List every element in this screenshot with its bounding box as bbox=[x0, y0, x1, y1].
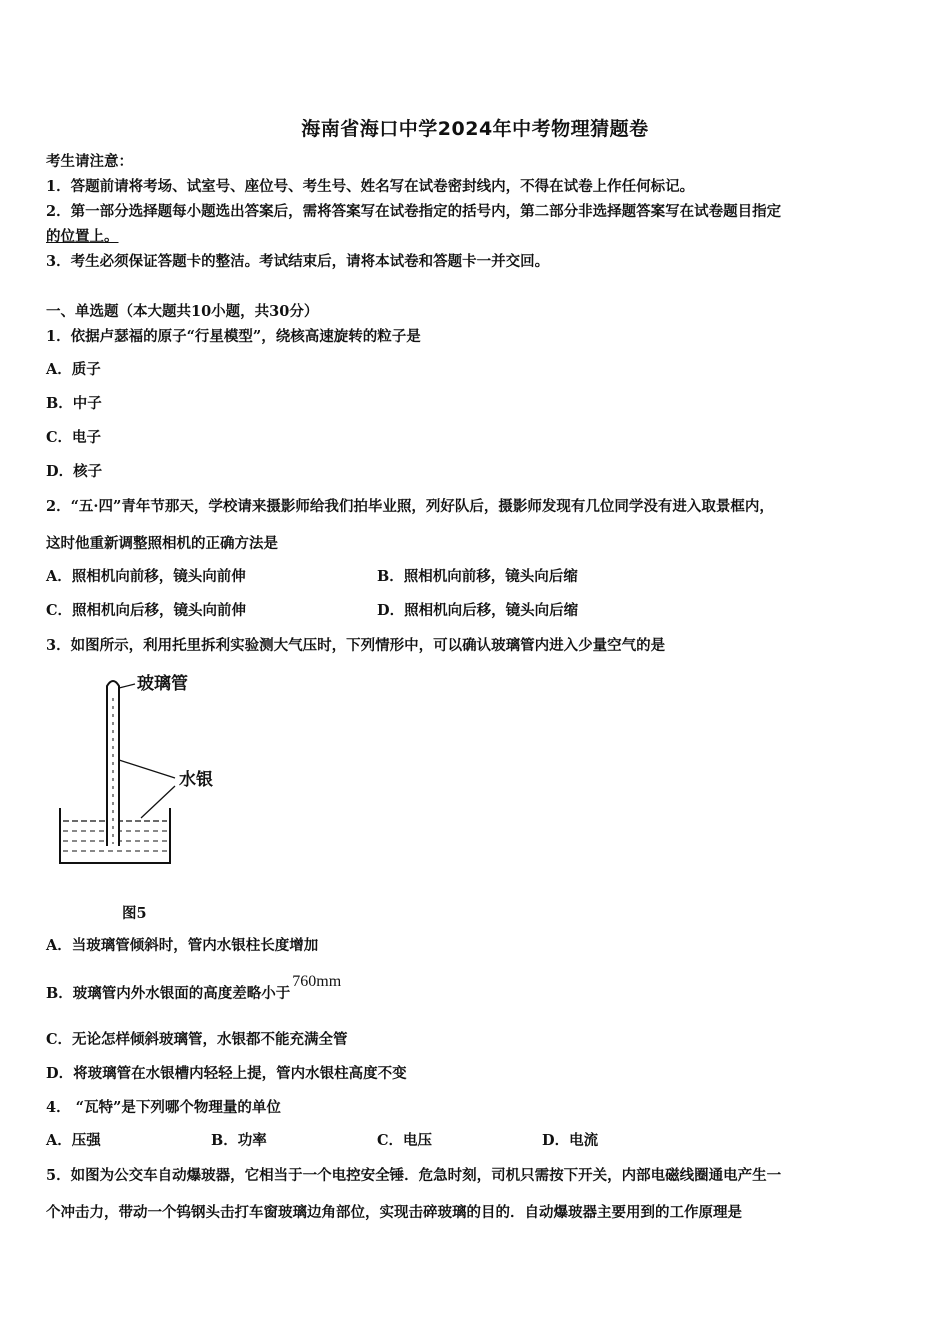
question-3-option: D．将玻璃管在水银槽内轻轻上提，管内水银柱高度不变 bbox=[46, 1065, 407, 1082]
notice-item: 3．考生必须保证答题卡的整洁。考试结束后，请将本试卷和答题卡一并交回。 bbox=[46, 253, 550, 270]
question-3-option bbox=[46, 973, 342, 1004]
question-1-option: C．电子 bbox=[46, 429, 102, 446]
tube-leader-line bbox=[119, 684, 135, 688]
question-1-stem: 1．依据卢瑟福的原子“行星模型”，绕核高速旋转的粒子是 bbox=[46, 328, 421, 345]
page-title: 海南省海口中学2024年中考物理猜题卷 bbox=[301, 118, 649, 140]
question-2-option: B．照相机向前移，镜头向后缩 bbox=[377, 568, 578, 585]
notice-item: 2．第一部分选择题每小题选出答案后，需将答案写在试卷指定的括号内，第二部分非选择题答案写在试卷题目指定 bbox=[46, 203, 782, 220]
label-mercury: 水银 bbox=[179, 770, 213, 790]
question-4-stem: 4． “瓦特”是下列哪个物理量的单位 bbox=[46, 1099, 281, 1116]
label-glass-tube: 玻璃管 bbox=[137, 674, 188, 694]
question-5-stem: 5．如图为公交车自动爆玻器，它相当于一个电控安全锤．危急时刻，司机只需按下开关，内部电磁线圈通电产生一 bbox=[46, 1167, 782, 1184]
section-heading: 一、单选题（本大题共10小题，共30分） bbox=[46, 303, 319, 320]
pressure-value: 760mm bbox=[292, 973, 342, 990]
question-2-stem: 这时他重新调整照相机的正确方法是 bbox=[46, 535, 278, 552]
question-5-stem: 个冲击力，带动一个钨钢头击打车窗玻璃边角部位，实现击碎玻璃的目的．自动爆玻器主要用到的工作原理是 bbox=[46, 1204, 742, 1221]
mercury-leader-line bbox=[119, 760, 175, 778]
question-3-option: C．无论怎样倾斜玻璃管，水银都不能充满全管 bbox=[46, 1031, 348, 1048]
question-1-option: B．中子 bbox=[46, 395, 102, 412]
question-1-option: A．质子 bbox=[46, 361, 101, 378]
notice-item: 的位置上。 bbox=[46, 228, 119, 245]
question-4-option: D．电流 bbox=[542, 1132, 599, 1149]
question-4-option: B．功率 bbox=[211, 1132, 267, 1149]
notice-heading: 考生请注意： bbox=[46, 153, 133, 170]
question-4-option: C．电压 bbox=[377, 1132, 433, 1149]
question-1-option: D．核子 bbox=[46, 463, 103, 480]
notice-item: 1．答题前请将考场、试室号、座位号、考生号、姓名写在试卷密封线内，不得在试卷上作任何标记。 bbox=[46, 178, 695, 195]
question-4-option: A．压强 bbox=[46, 1132, 101, 1149]
question-3-option-b-text: B．玻璃管内外水银面的高度差略小于 bbox=[46, 985, 291, 1002]
question-2-option: D．照相机向后移，镜头向后缩 bbox=[377, 602, 579, 619]
question-2-option: A．照相机向前移，镜头向前伸 bbox=[46, 568, 246, 585]
question-3-stem: 3．如图所示，利用托里拆利实验测大气压时，下列情形中，可以确认玻璃管内进入少量空气的是 bbox=[46, 637, 666, 654]
question-2-stem: 2．“五·四”青年节那天，学校请来摄影师给我们拍毕业照，列好队后，摄影师发现有几位同学没有进入取景框内， bbox=[46, 498, 774, 515]
torricelli-figure bbox=[55, 668, 245, 873]
figure-caption: 图5 bbox=[122, 905, 147, 922]
question-3-option: A．当玻璃管倾斜时，管内水银柱长度增加 bbox=[46, 937, 319, 954]
question-2-option: C．照相机向后移，镜头向前伸 bbox=[46, 602, 247, 619]
